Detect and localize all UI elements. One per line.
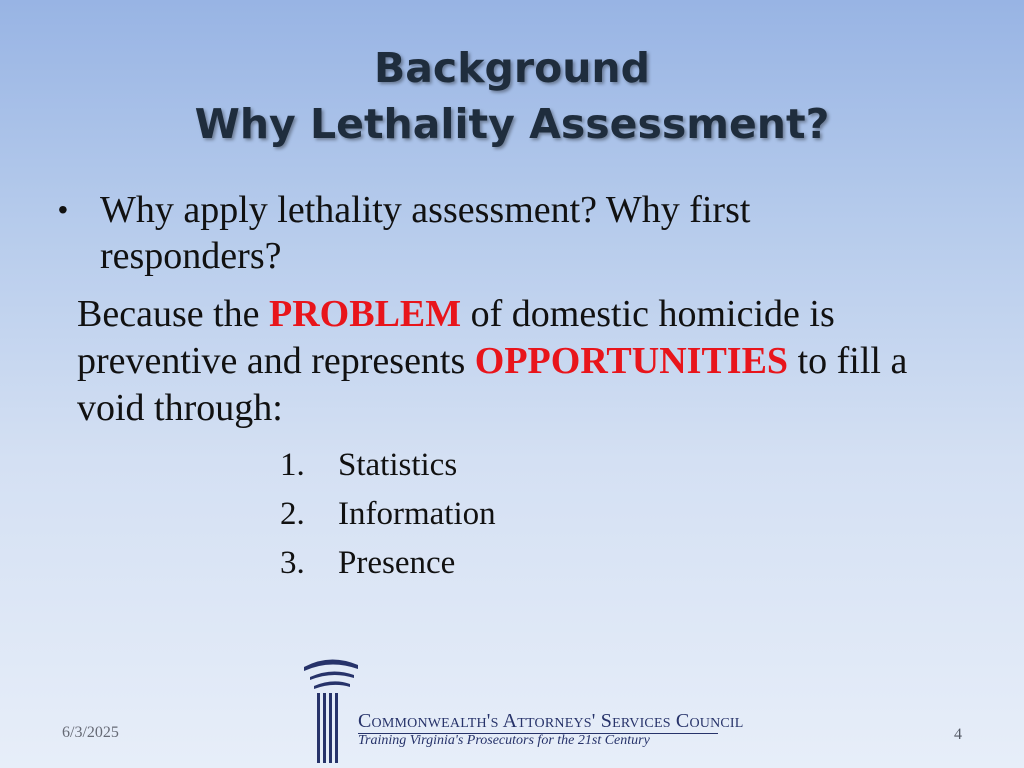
- paragraph-part-2: of domestic homicide is preventive and represents: [77, 293, 835, 382]
- slide-title: [0, 40, 1024, 152]
- pillar-arc-1: [310, 671, 354, 680]
- emphasis-opportunities: OPPORTUNITIES: [474, 340, 789, 382]
- bullet-dot-icon: •: [58, 194, 68, 225]
- pillar-column-1: [317, 693, 320, 763]
- pillar-roof: [304, 659, 358, 671]
- bullet-text: Why apply lethality assessment? Why first responders?: [100, 189, 751, 277]
- list-number: 2.: [280, 496, 305, 532]
- list-number: 3.: [280, 545, 305, 581]
- list-number: 1.: [280, 447, 305, 483]
- slide-number: 4: [954, 726, 962, 743]
- list-text: Statistics: [338, 447, 458, 483]
- list-text: Presence: [338, 545, 456, 581]
- title-line-1: Background: [374, 44, 650, 92]
- paragraph-part-1: Because the: [77, 293, 270, 335]
- emphasis-problem: PROBLEM: [269, 293, 462, 335]
- pillar-arc-2: [314, 681, 350, 689]
- pillar-column-4: [335, 693, 338, 763]
- list-item: [280, 490, 496, 539]
- logo-org-name: Commonwealth's Attorneys' Services Council: [358, 710, 744, 732]
- casc-logo: [300, 655, 744, 765]
- pillar-column-2: [323, 693, 326, 763]
- paragraph-part-3: to fill a void through:: [77, 340, 908, 429]
- list-item: [280, 539, 496, 588]
- bullet-item: [58, 187, 918, 279]
- numbered-list: [280, 441, 496, 588]
- list-text: Information: [338, 496, 496, 532]
- logo-tagline: Training Virginia's Prosecutors for the 21st Century: [358, 733, 650, 748]
- title-line-2: Why Lethality Assessment?: [194, 100, 830, 148]
- pillar-icon: [300, 655, 360, 765]
- pillar-column-3: [329, 693, 332, 763]
- list-item: [280, 441, 496, 490]
- body-paragraph: [77, 291, 977, 432]
- footer-date: 6/3/2025: [62, 724, 119, 741]
